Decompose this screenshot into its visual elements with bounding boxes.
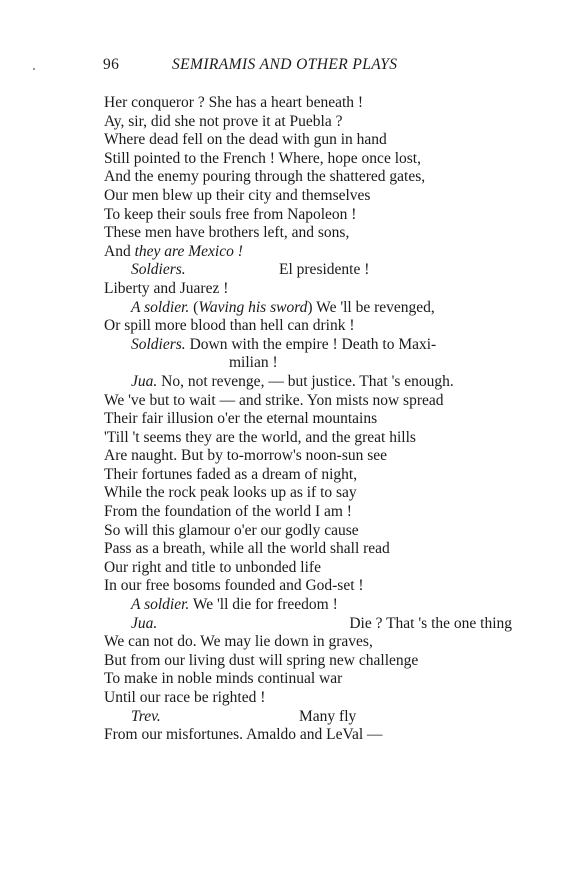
verse-line: 'Till 't seems they are the world, and the great hills xyxy=(104,428,416,446)
verse-line: Are naught. But by to-morrow's noon-sun see xyxy=(104,447,388,465)
verse-text-span: And xyxy=(104,242,135,260)
verse-line: Our men blew up their city and themselves xyxy=(104,186,371,204)
stage-direction-open: ( xyxy=(189,298,199,316)
verse-line: While the rock peak looks up as if to say xyxy=(104,484,357,502)
dialogue-text: Down with the empire ! Death to Maxi- xyxy=(185,335,437,353)
dialogue-text: ) We 'll be revenged, xyxy=(307,298,435,316)
verse-line: In our free bosoms founded and God-set ! xyxy=(104,577,364,595)
verse-line: Where dead fell on the dead with gun in hand xyxy=(104,131,387,149)
verse-line: Their fair illusion o'er the eternal mountains xyxy=(104,410,378,428)
speaker-label: Soldiers. xyxy=(131,261,186,279)
verse-line xyxy=(104,243,524,262)
running-header xyxy=(0,56,568,80)
verse-line: And the enemy pouring through the shattered gates, xyxy=(104,168,426,186)
verse-text xyxy=(104,94,524,745)
verse-line: These men have brothers left, and sons, xyxy=(104,224,350,242)
speaker-label: Trev. xyxy=(131,707,161,725)
verse-line: Our right and title to unbonded life xyxy=(104,558,321,576)
verse-line: Liberty and Juarez ! xyxy=(104,279,229,297)
verse-line: So will this glamour o'er our godly cause xyxy=(104,521,359,539)
verse-line: Ay, sir, did she not prove it at Puebla ? xyxy=(104,112,343,130)
stage-direction: Waving his sword xyxy=(198,298,308,316)
verse-line: Pass as a breath, while all the world shall read xyxy=(104,540,390,558)
dialogue-line xyxy=(104,708,524,727)
dialogue-line xyxy=(104,615,524,634)
speaker-label: Soldiers. xyxy=(131,335,186,353)
verse-line: From the foundation of the world I am ! xyxy=(104,503,352,521)
verse-line: Until our race be righted ! xyxy=(104,689,266,706)
dialogue-text: Die ? That 's the one thing xyxy=(349,614,512,632)
verse-line: Her conqueror ? She has a heart beneath ! xyxy=(104,94,364,111)
verse-line: Their fortunes faded as a dream of night, xyxy=(104,465,358,483)
dialogue-text: No, not revenge, — but justice. That 's enough. xyxy=(157,372,454,390)
dialogue-line xyxy=(104,596,524,615)
verse-line: To keep their souls free from Napoleon ! xyxy=(104,205,357,223)
verse-line: Or spill more blood than hell can drink ! xyxy=(104,317,355,335)
running-title: SEMIRAMIS AND OTHER PLAYS xyxy=(172,56,398,73)
dialogue-text: Many fly xyxy=(299,707,357,725)
speaker-label: A soldier. xyxy=(131,596,190,614)
verse-line: We 've but to wait — and strike. Yon mists now spread xyxy=(104,391,444,409)
dialogue-text: We 'll die for freedom ! xyxy=(189,596,338,614)
verse-line: From our misfortunes. Amaldo and LeVal — xyxy=(104,726,383,744)
dialogue-line xyxy=(104,261,524,280)
dialogue-text: El presidente ! xyxy=(279,261,370,279)
dialogue-line xyxy=(104,336,524,355)
verse-line: We can not do. We may lie down in graves, xyxy=(104,633,373,651)
verse-line: To make in noble minds continual war xyxy=(104,670,343,688)
verse-line: But from our living dust will spring new challenge xyxy=(104,651,419,669)
verse-line: Still pointed to the French ! Where, hope once lost, xyxy=(104,149,421,167)
verse-line: milian ! xyxy=(229,354,278,372)
dialogue-line xyxy=(104,299,524,318)
speaker-label: Jua. xyxy=(131,614,158,632)
emphasis-text: they are Mexico ! xyxy=(134,242,243,260)
dialogue-line xyxy=(104,373,524,392)
page-number: 96 xyxy=(103,56,120,73)
speaker-label: Jua. xyxy=(131,372,158,390)
speaker-label: A soldier. xyxy=(131,298,190,316)
